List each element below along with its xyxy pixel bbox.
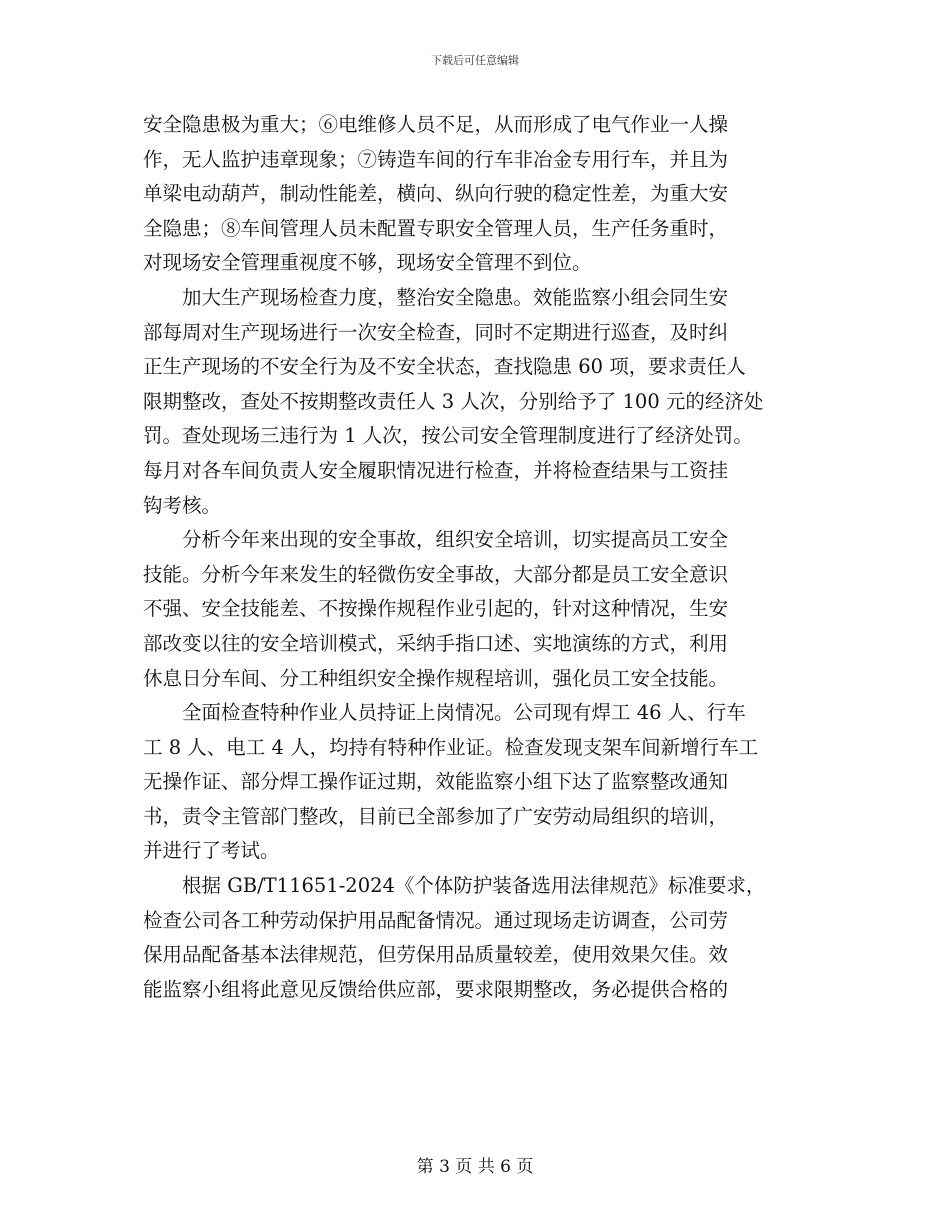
text-line: 钩考核。 — [143, 493, 222, 517]
paragraph — [143, 869, 811, 1007]
text-line: 检查公司各工种劳动保护用品配备情况。通过现场走访调查，公司劳 — [143, 908, 729, 932]
text-line: 技能。分析今年来发生的轻微伤安全事故，大部分都是员工安全意识 — [143, 562, 729, 586]
text-line: 能监察小组将此意见反馈给供应部，要求限期整改，务必提供合格的 — [143, 977, 729, 1001]
paragraph — [143, 281, 811, 523]
paragraph — [143, 523, 811, 696]
text-line: 单梁电动葫芦，制动性能差，横向、纵向行驶的稳定性差，为重大安 — [143, 182, 729, 206]
text-line: 保用品配备基本法律规范，但劳保用品质量较差，使用效果欠佳。效 — [143, 943, 729, 967]
text-line: 不强、安全技能差、不按操作规程作业引起的，针对这种情况，生安 — [143, 597, 729, 621]
text-line: 部每周对生产现场进行一次安全检查，同时不定期进行巡查，及时纠 — [143, 320, 729, 344]
paragraph — [143, 108, 811, 281]
page-header: 下载后可任意编辑 — [431, 54, 519, 67]
text-line: 全面检查特种作业人员持证上岗情况。公司现有焊工 46 人、行车 — [182, 701, 746, 725]
text-line: 加大生产现场检查力度，整治安全隐患。效能监察小组会同生安 — [182, 285, 729, 309]
text-line: 休息日分车间、分工种组织安全操作规程培训，强化员工安全技能。 — [143, 666, 729, 690]
paragraph — [143, 696, 811, 869]
text-line: 分析今年来出现的安全事故，组织安全培训，切实提高员工安全 — [182, 528, 729, 552]
document-body — [143, 108, 811, 1007]
text-line: 全隐患；⑧车间管理人员未配置专职安全管理人员，生产任务重时， — [143, 216, 729, 240]
text-line: 并进行了考试。 — [143, 839, 280, 863]
text-line: 每月对各车间负责人安全履职情况进行检查，并将检查结果与工资挂 — [143, 458, 729, 482]
text-line: 作，无人监护违章现象；⑦铸造车间的行车非冶金专用行车，并且为 — [143, 147, 729, 171]
text-line: 安全隐患极为重大；⑥电维修人员不足，从而形成了电气作业一人操 — [143, 113, 729, 136]
text-line: 部改变以往的安全培训模式，采纳手指口述、实地演练的方式，利用 — [143, 631, 729, 655]
text-line: 无操作证、部分焊工操作证过期，效能监察小组下达了监察整改通知 — [143, 770, 729, 794]
text-line: 限期整改，查处不按期整改责任人 3 人次，分别给予了 100 元的经济处 — [143, 389, 764, 413]
text-line: 根据 GB/T11651-2024《个体防护装备选用法律规范》标准要求， — [182, 874, 766, 898]
page-footer: 第 3 页 共 6 页 — [416, 1157, 534, 1177]
text-line: 对现场安全管理重视度不够，现场安全管理不到位。 — [143, 251, 592, 275]
text-line: 正生产现场的不安全行为及不安全状态，查找隐患 60 项，要求责任人 — [143, 355, 746, 379]
text-line: 罚。查处现场三违行为 1 人次，按公司安全管理制度进行了经济处罚。 — [143, 424, 753, 448]
text-line: 工 8 人、电工 4 人，均持有特种作业证。检查发现支架车间新增行车工 — [143, 735, 759, 759]
text-line: 书，责令主管部门整改，目前已全部参加了广安劳动局组织的培训， — [143, 804, 729, 828]
